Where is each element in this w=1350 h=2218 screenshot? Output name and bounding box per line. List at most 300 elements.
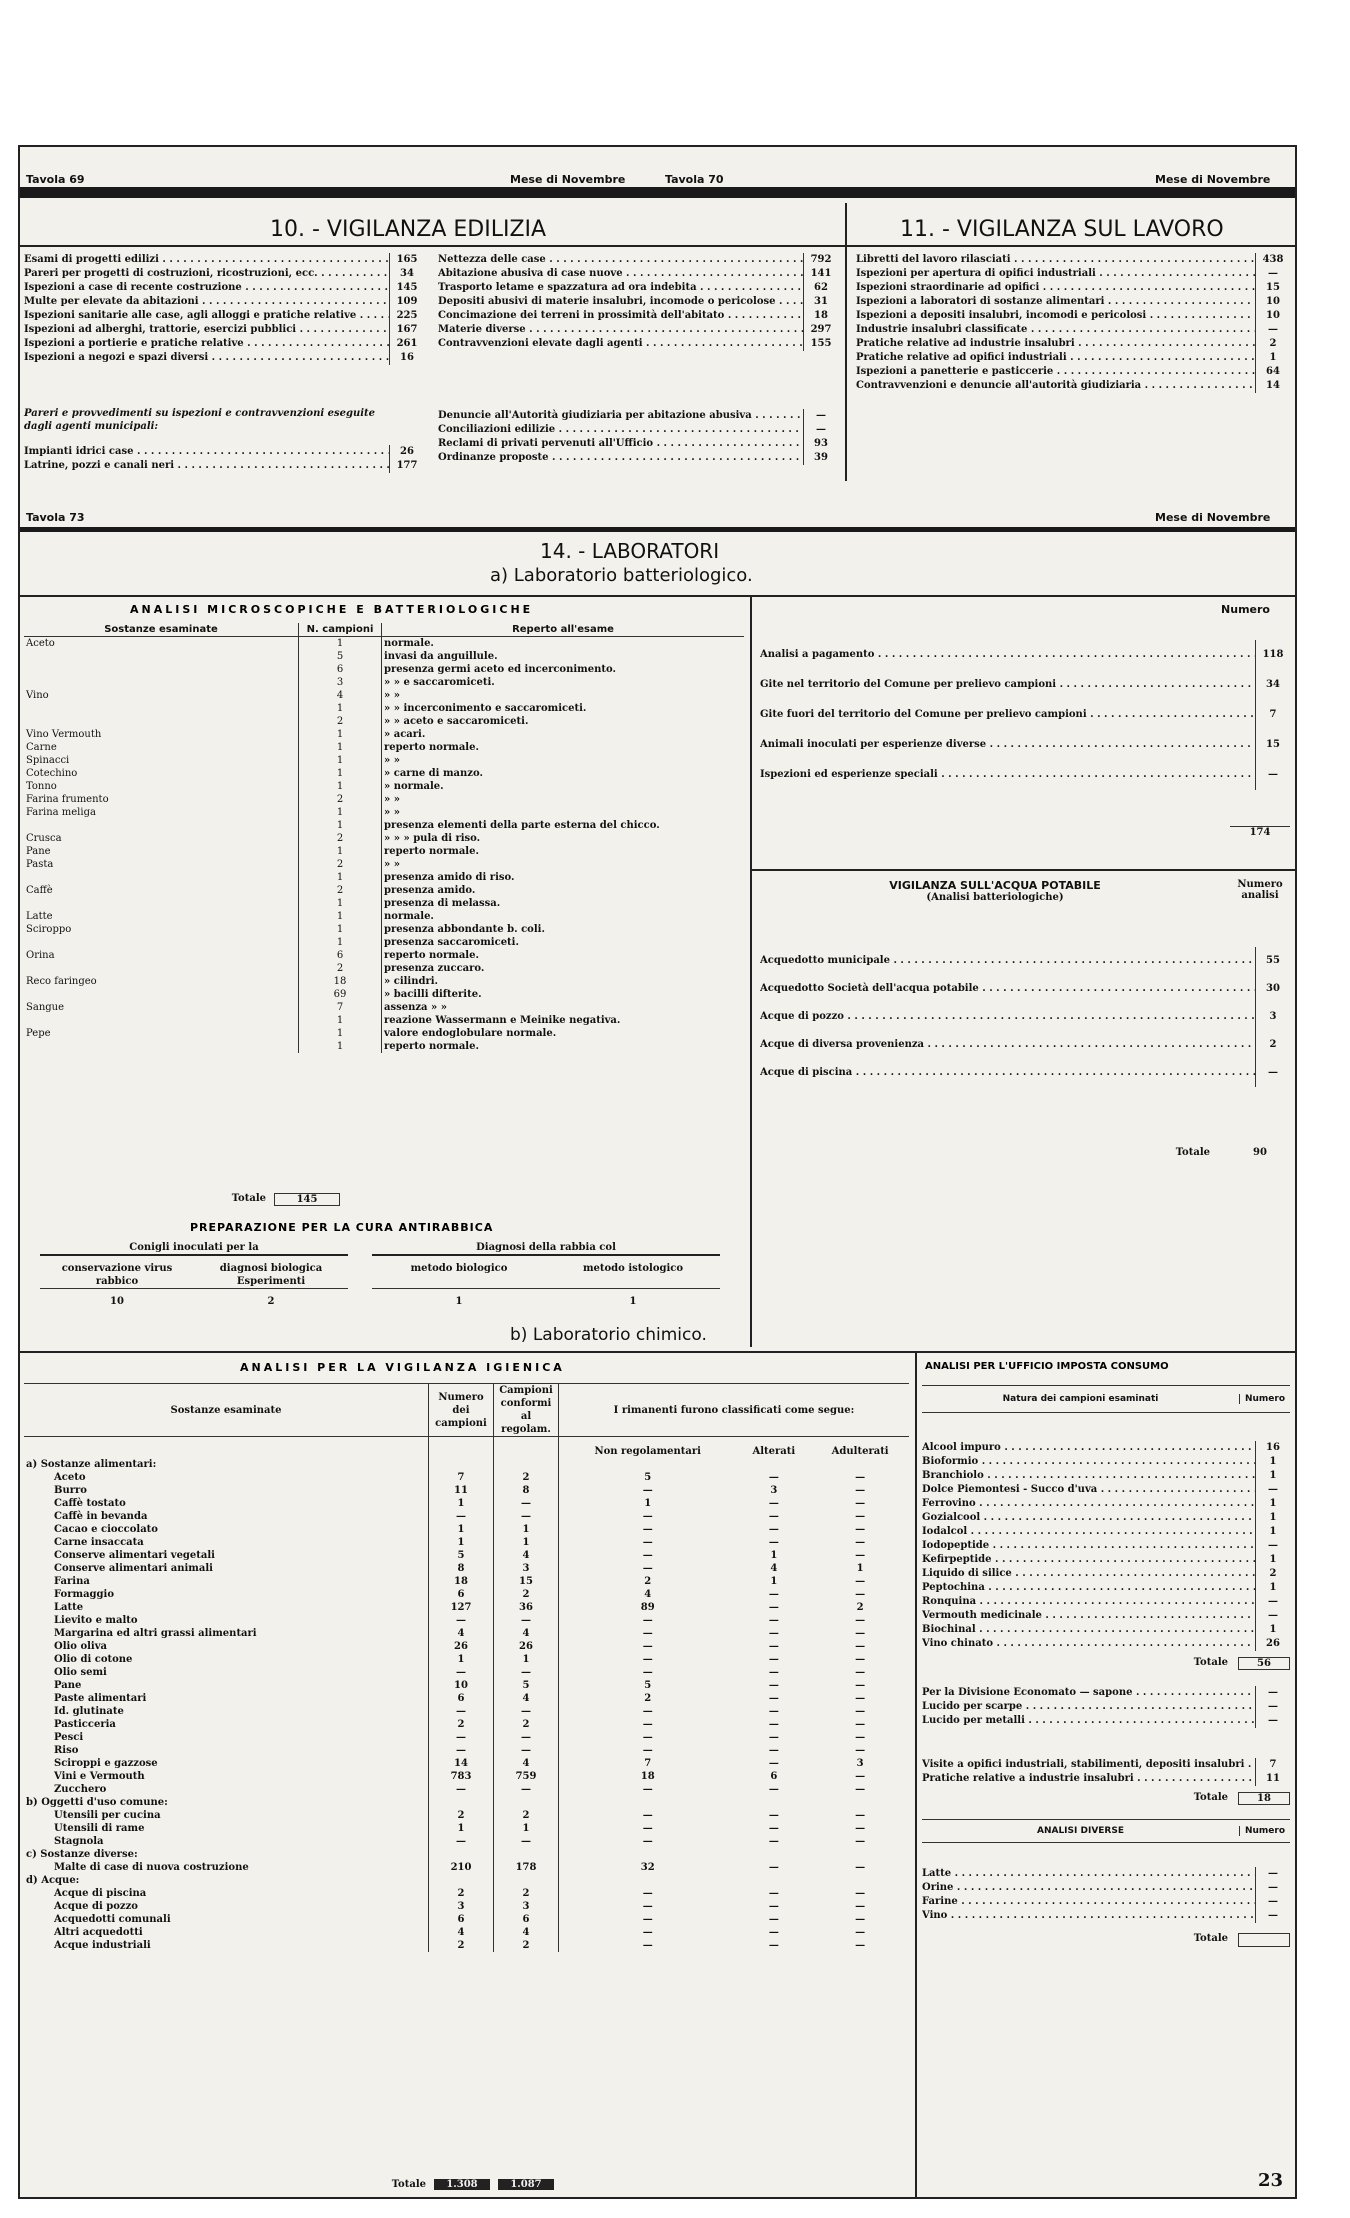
micro-row [24, 754, 744, 767]
edilizia-row-b [24, 445, 424, 459]
chim-row [24, 1562, 909, 1575]
lavoro-row-value: 2 [1255, 337, 1290, 351]
lavoro-row [856, 295, 1290, 309]
chim-cell-c: 4 [494, 1926, 559, 1939]
micro-campioni: 2 [299, 793, 382, 806]
chim-cell-c: 2 [494, 1718, 559, 1731]
diverse-row [922, 1895, 1290, 1909]
lab-right-row-value: 34 [1255, 670, 1290, 700]
chim-cell-s: Acquedotti comunali [54, 1914, 171, 1925]
micro-reperto: » bacilli difterite. [382, 988, 745, 1001]
chim-row [24, 1653, 909, 1666]
header-rule [20, 187, 1295, 198]
chim-cell-c [494, 1458, 559, 1471]
consumo-row-label: Iodalcol . . . [922, 1525, 1255, 1539]
acqua-total-label: Totale [1175, 1147, 1210, 1158]
chim-cell-n: 2 [429, 1939, 494, 1952]
acqua-row-value: 3 [1255, 1003, 1290, 1031]
chim-cell-al: — [768, 1836, 779, 1847]
consumo-row-value: 1 [1255, 1581, 1290, 1595]
fisc-row-value: — [1255, 1700, 1290, 1714]
chim-cell-c: — [494, 1614, 559, 1627]
consumo-row-label: Bioformio . . . [922, 1455, 1255, 1469]
micro-reperto: reperto normale. [382, 845, 745, 858]
chim-cell-n: — [429, 1744, 494, 1757]
micro-sostanza [24, 819, 299, 832]
micro-sostanza [24, 702, 299, 715]
chim-row [24, 1640, 909, 1653]
micro-reperto: valore endoglobulare normale. [382, 1027, 745, 1040]
chim-cell-ad: — [855, 1784, 866, 1795]
consumo-row-value: — [1255, 1483, 1290, 1497]
micro-reperto: reperto normale. [382, 1040, 745, 1053]
micro-reperto: presenza amido di riso. [382, 871, 745, 884]
right-month-label: Mese di Novembre [1155, 173, 1271, 186]
micro-row [24, 819, 744, 832]
chim-cell-s: Burro [54, 1485, 87, 1496]
micro-sostanza: Vino Vermouth [26, 729, 102, 740]
chim-cell-nr: — [642, 1524, 653, 1535]
micro-row [24, 689, 744, 702]
chim-cell-s: Utensili di rame [54, 1823, 145, 1834]
diverse-row-label: Orine . . . [922, 1881, 1255, 1895]
micro-campioni: 2 [299, 832, 382, 845]
chim-row [24, 1822, 909, 1835]
chim-cell-al: 6 [770, 1771, 778, 1782]
micro-campioni: 1 [299, 780, 382, 793]
chim-cell-n: 8 [429, 1562, 494, 1575]
chim-cell-c: 3 [494, 1562, 559, 1575]
edilizia-row-label: Multe per elevate da abitazioni . . . [24, 295, 389, 309]
consumo-row [922, 1483, 1290, 1497]
vig-lavoro-list [856, 253, 1290, 393]
edilizia-row-2b-label: Conciliazioni edilizie . . . [438, 423, 803, 437]
consumo-row-value: — [1255, 1539, 1290, 1553]
micro-sostanza [24, 1014, 299, 1027]
chim-cell-c: 1 [494, 1653, 559, 1666]
micro-head-campioni: N. campioni [299, 623, 382, 637]
chim-cell-n: — [429, 1705, 494, 1718]
chim-cell-ad: — [855, 1719, 866, 1730]
lavoro-row [856, 309, 1290, 323]
rabbica-val-istologico: 1 [546, 1289, 720, 1309]
edilizia-row-2b [438, 437, 838, 451]
chim-cell-al [736, 1874, 811, 1887]
micro-row [24, 858, 744, 871]
chim-cell-c: 2 [494, 1471, 559, 1484]
chim-cell-c: 5 [494, 1679, 559, 1692]
micro-sostanza: Crusca [26, 833, 62, 844]
chim-cell-ad [811, 1874, 909, 1887]
consumo-row-value: 1 [1255, 1511, 1290, 1525]
micro-reperto: presenza abbondante b. coli. [382, 923, 745, 936]
chim-cell-ad: — [855, 1537, 866, 1548]
consumo-row-label: Biochinal . . . [922, 1623, 1255, 1637]
acqua-row [760, 1031, 1290, 1059]
micro-campioni: 1 [299, 871, 382, 884]
acqua-head: Numero analisi [1237, 879, 1283, 901]
edilizia-row-value: 16 [389, 351, 424, 365]
chim-head-sostanze: Sostanze esaminate [24, 1384, 429, 1437]
edilizia-row-value: 225 [389, 309, 424, 323]
chim-cell-s: Altri acquedotti [54, 1927, 143, 1938]
chim-cell-s: Olio semi [54, 1667, 107, 1678]
micro-sostanza: Caffè [26, 885, 53, 896]
micro-campioni: 2 [299, 884, 382, 897]
chim-cell-al: — [768, 1862, 779, 1873]
chim-row [24, 1874, 909, 1887]
lavoro-row-value: 1 [1255, 351, 1290, 365]
micro-reperto: » » [382, 754, 745, 767]
chim-cell-ad: — [855, 1667, 866, 1678]
numero-head: Numero [1221, 603, 1270, 616]
chim-cell-ad: — [855, 1888, 866, 1899]
chim-cell-ad: — [855, 1693, 866, 1704]
micro-reperto: assenza » » [382, 1001, 745, 1014]
micro-row [24, 1001, 744, 1014]
micro-campioni: 2 [299, 858, 382, 871]
chim-cell-n [429, 1874, 494, 1887]
chim-cell-s: b) Oggetti d'uso comune: [26, 1797, 168, 1808]
chim-cell-c: 2 [494, 1939, 559, 1952]
micro-campioni: 1 [299, 897, 382, 910]
vig-edilizia-col1b [24, 445, 424, 473]
lavoro-row-label: Ispezioni a panetterie e pasticcerie . . . [856, 365, 1255, 379]
micro-campioni: 1 [299, 936, 382, 949]
fisc-total-label: Totale [1193, 1792, 1228, 1803]
chim-row [24, 1757, 909, 1770]
micro-row [24, 767, 744, 780]
edilizia-row-value: 261 [389, 337, 424, 351]
edilizia-row-2b [438, 409, 838, 423]
chim-cell-n: 7 [429, 1471, 494, 1484]
acqua-row [760, 947, 1290, 975]
edilizia-row-b-value: 177 [389, 459, 424, 473]
chim-cell-n: 4 [429, 1926, 494, 1939]
micro-sostanza [24, 988, 299, 1001]
lab-right-row [760, 700, 1290, 730]
edilizia-row-2b-value: — [803, 409, 838, 423]
chim-cell-n: — [429, 1666, 494, 1679]
chim-cell-n: — [429, 1835, 494, 1848]
chim-cell-s: Sciroppi e gazzose [54, 1758, 158, 1769]
edilizia-row-2b-value: 93 [803, 437, 838, 451]
chim-cell-al: — [768, 1667, 779, 1678]
chim-row [24, 1666, 909, 1679]
chim-cell-c: 759 [494, 1770, 559, 1783]
chim-cell-c: 1 [494, 1536, 559, 1549]
chim-cell-nr: — [642, 1836, 653, 1847]
chim-cell-c: 1 [494, 1822, 559, 1835]
chim-cell-nr: 89 [640, 1602, 655, 1613]
chim-cell-al: — [768, 1615, 779, 1626]
chim-cell-al: — [768, 1693, 779, 1704]
chim-cell-n: 11 [429, 1484, 494, 1497]
chim-cell-c: — [494, 1510, 559, 1523]
chim-row [24, 1796, 909, 1809]
consumo-total: 56 [1238, 1657, 1290, 1670]
fisc-row-value: — [1255, 1686, 1290, 1700]
chim-row [24, 1692, 909, 1705]
micro-campioni: 1 [299, 754, 382, 767]
chim-cell-al: — [768, 1745, 779, 1756]
lavoro-row-value: 14 [1255, 379, 1290, 393]
consumo-head-natura: Natura dei campioni esaminati [1002, 1394, 1159, 1404]
micro-sostanza [24, 715, 299, 728]
chim-cell-ad: — [855, 1654, 866, 1665]
chim-cell-n: 3 [429, 1900, 494, 1913]
consumo-row-label: Vino chinato . . . [922, 1637, 1255, 1651]
chim-cell-nr: — [642, 1914, 653, 1925]
chim-cell-nr: — [642, 1511, 653, 1522]
acqua-table [760, 879, 1290, 1158]
acqua-row [760, 1003, 1290, 1031]
rabbica-col-istologico: metodo istologico [582, 1263, 684, 1274]
micro-reperto: » » [382, 806, 745, 819]
micro-sostanza: Orina [26, 950, 55, 961]
chim-cell-ad: — [855, 1732, 866, 1743]
lavoro-row [856, 267, 1290, 281]
micro-row [24, 741, 744, 754]
micro-campioni: 1 [299, 923, 382, 936]
chim-cell-al: — [768, 1940, 779, 1951]
chim-cell-s: Caffè tostato [54, 1498, 126, 1509]
lavoro-row-value: 438 [1255, 253, 1290, 267]
chim-cell-s: Latte [54, 1602, 84, 1613]
chim-row [24, 1718, 909, 1731]
chim-cell-ad [811, 1848, 909, 1861]
consumo-row-label: Liquido di silice . . . [922, 1567, 1255, 1581]
micro-row [24, 897, 744, 910]
edilizia-row-2-value: 155 [803, 337, 838, 351]
edilizia-row-b-label: Impianti idrici case . . . [24, 445, 389, 459]
chim-row [24, 1614, 909, 1627]
chim-cell-ad: — [855, 1485, 866, 1496]
chim-cell-nr: — [642, 1732, 653, 1743]
chim-row [24, 1484, 909, 1497]
consumo-row [922, 1511, 1290, 1525]
chim-cell-nr: — [642, 1615, 653, 1626]
chim-cell-nr: — [642, 1888, 653, 1899]
micro-row [24, 793, 744, 806]
edilizia-row-2b-value: — [803, 423, 838, 437]
laboratori-title: 14. - LABORATORI [540, 539, 720, 563]
chim-row [24, 1744, 909, 1757]
consumo-row [922, 1581, 1290, 1595]
chim-row [24, 1679, 909, 1692]
micro-sostanza [24, 936, 299, 949]
chim-row [24, 1588, 909, 1601]
edilizia-row [24, 295, 424, 309]
chim-cell-al: — [768, 1784, 779, 1795]
lab-right-row [760, 670, 1290, 700]
lab-right-row-label: Animali inoculati per esperienze diverse . . . [760, 730, 1255, 760]
micro-row [24, 923, 744, 936]
rabbica-col-diagnosi-bio: diagnosi biologica Esperimenti [219, 1263, 323, 1287]
chim-cell-ad: — [855, 1472, 866, 1483]
chim-total-c: 1.087 [498, 2179, 554, 2190]
chim-cell-nr: 2 [644, 1576, 652, 1587]
chim-cell-nr: 4 [644, 1589, 652, 1600]
micro-sostanza: Vino [26, 690, 49, 701]
fisc-row-2-label: Visite a opifici industriali, stabilimenti, depositi insalubri . . . [922, 1758, 1255, 1772]
micro-reperto: normale. [382, 910, 745, 923]
chim-row [24, 1536, 909, 1549]
consumo-row-label: Branchiolo . . . [922, 1469, 1255, 1483]
micro-sostanza [24, 897, 299, 910]
rabbica-val-conservazione: 10 [40, 1289, 194, 1309]
consumo-total-label: Totale [1193, 1657, 1228, 1668]
vig-edilizia-note: Pareri e provvedimenti su ispezioni e contravvenzioni eseguite dagli agenti municipali: [24, 408, 376, 432]
chim-cell-s: Vini e Vermouth [54, 1771, 145, 1782]
chim-cell-n: 26 [429, 1640, 494, 1653]
micro-total-row [30, 1193, 340, 1206]
consumo-row [922, 1595, 1290, 1609]
chim-cell-nr: 18 [640, 1771, 655, 1782]
edilizia-row [24, 323, 424, 337]
lavoro-row-value: 64 [1255, 365, 1290, 379]
chim-cell-nr [559, 1848, 737, 1861]
chim-cell-nr: — [642, 1563, 653, 1574]
rabbica-table [40, 1241, 720, 1308]
edilizia-row-2b [438, 451, 838, 465]
chim-cell-nr: — [642, 1745, 653, 1756]
diverse-head: Numero [1239, 1826, 1290, 1836]
chim-cell-al: — [768, 1628, 779, 1639]
edilizia-row-2-label: Abitazione abusiva di case nuove . . . [438, 267, 803, 281]
chim-cell-n: — [429, 1614, 494, 1627]
edilizia-row-2-value: 297 [803, 323, 838, 337]
edilizia-row-2-label: Nettezza delle case . . . [438, 253, 803, 267]
chim-cell-nr: — [642, 1550, 653, 1561]
consumo-row-label: Ferrovino . . . [922, 1497, 1255, 1511]
chim-row [24, 1458, 909, 1471]
fisc-row-2-label: Pratiche relative a industrie insalubri . . . [922, 1772, 1255, 1786]
chim-row [24, 1900, 909, 1913]
chim-row [24, 1497, 909, 1510]
chim-cell-al: — [768, 1589, 779, 1600]
acqua-subtitle: (Analisi batteriologiche) [926, 892, 1064, 903]
chim-cell-c: 8 [494, 1484, 559, 1497]
micro-sostanza [24, 962, 299, 975]
chim-cell-n: 1 [429, 1653, 494, 1666]
chim-cell-ad: — [855, 1498, 866, 1509]
micro-reperto: » carne di manzo. [382, 767, 745, 780]
micro-campioni: 1 [299, 1014, 382, 1027]
chim-cell-n: 1 [429, 1497, 494, 1510]
lavoro-row-label: Contravvenzioni e denuncie all'autorità giudiziaria . . . [856, 379, 1255, 393]
consumo-row-label: Vermouth medicinale . . . [922, 1609, 1255, 1623]
chim-cell-ad: — [855, 1836, 866, 1847]
chim-cell-nr: — [642, 1667, 653, 1678]
chim-cell-al: — [768, 1927, 779, 1938]
consumo-row-value: 2 [1255, 1567, 1290, 1581]
micro-sostanza: Latte [26, 911, 53, 922]
micro-campioni: 69 [299, 988, 382, 1001]
diverse-row-label: Latte . . . [922, 1867, 1255, 1881]
consumo-row [922, 1623, 1290, 1637]
chim-cell-s: Acque di pozzo [54, 1901, 138, 1912]
chim-cell-n: 5 [429, 1549, 494, 1562]
rabbica-title: PREPARAZIONE PER LA CURA ANTIRABBICA [190, 1221, 494, 1234]
edilizia-row-label: Pareri per progetti di costruzioni, ricostruzioni, ecc. . . . [24, 267, 389, 281]
chim-cell-s: Acque di piscina [54, 1888, 147, 1899]
acqua-row-label: Acque di diversa provenienza . . . [760, 1031, 1255, 1059]
micro-reperto: reperto normale. [382, 949, 745, 962]
diverse-row-label: Farine . . . [922, 1895, 1255, 1909]
left-month-label: Mese di Novembre [510, 173, 626, 186]
edilizia-row-b [24, 459, 424, 473]
chim-cell-nr: — [642, 1784, 653, 1795]
chim-sub-alterati: Alterati [752, 1446, 796, 1457]
chim-cell-nr: — [642, 1641, 653, 1652]
fisc-row [922, 1686, 1290, 1700]
chim-cell-ad: — [855, 1524, 866, 1535]
rabbica-col-biologico: metodo biologico [410, 1263, 508, 1274]
micro-sostanza: Reco faringeo [26, 976, 97, 987]
edilizia-row-label: Ispezioni a negozi e spazi diversi . . . [24, 351, 389, 365]
chim-cell-s: Olio di cotone [54, 1654, 133, 1665]
left-table-label: Tavola 69 [26, 173, 85, 186]
chim-cell-s: Pane [54, 1680, 82, 1691]
micro-row [24, 637, 744, 651]
chim-cell-nr: 5 [644, 1680, 652, 1691]
micro-reperto: » normale. [382, 780, 745, 793]
chim-cell-c: 15 [494, 1575, 559, 1588]
micro-row [24, 1014, 744, 1027]
lab-right-row [760, 640, 1290, 670]
micro-row [24, 702, 744, 715]
lab-right-row-label: Ispezioni ed esperienze speciali . . . [760, 760, 1255, 790]
chim-cell-nr: — [642, 1537, 653, 1548]
micro-total-label: Totale [231, 1193, 266, 1204]
micro-row [24, 949, 744, 962]
consumo-row [922, 1497, 1290, 1511]
lab-right-row [760, 760, 1290, 790]
chim-cell-n: 210 [429, 1861, 494, 1874]
chim-row [24, 1627, 909, 1640]
chim-cell-c: 26 [494, 1640, 559, 1653]
micro-reperto: » » [382, 793, 745, 806]
diverse-row [922, 1867, 1290, 1881]
fisc-row [922, 1700, 1290, 1714]
chim-cell-al: — [768, 1758, 779, 1769]
chim-row [24, 1510, 909, 1523]
chim-cell-s: d) Acque: [26, 1875, 80, 1886]
consumo-row-value: 1 [1255, 1623, 1290, 1637]
edilizia-row-2b-label: Ordinanze proposte . . . [438, 451, 803, 465]
rabbica-col-conservazione: conservazione virus rabbico [61, 1263, 173, 1287]
chim-cell-s: Margarina ed altri grassi alimentari [54, 1628, 257, 1639]
edilizia-row-2-value: 18 [803, 309, 838, 323]
chim-row [24, 1887, 909, 1900]
lavoro-row-value: 15 [1255, 281, 1290, 295]
chim-cell-s: Olio oliva [54, 1641, 108, 1652]
lavoro-row [856, 253, 1290, 267]
consumo-table [922, 1385, 1290, 1947]
chim-cell-ad: — [855, 1823, 866, 1834]
micro-row [24, 806, 744, 819]
micro-campioni: 1 [299, 910, 382, 923]
chim-row [24, 1939, 909, 1952]
chim-cell-al [736, 1796, 811, 1809]
chim-cell-c: — [494, 1835, 559, 1848]
edilizia-row-label: Esami di progetti edilizi . . . [24, 253, 389, 267]
edilizia-row-label: Ispezioni ad alberghi, trattorie, esercizi pubblici . . . [24, 323, 389, 337]
chim-cell-s: Pasticceria [54, 1719, 116, 1730]
chim-cell-ad: — [855, 1927, 866, 1938]
chim-cell-s: Zucchero [54, 1784, 107, 1795]
